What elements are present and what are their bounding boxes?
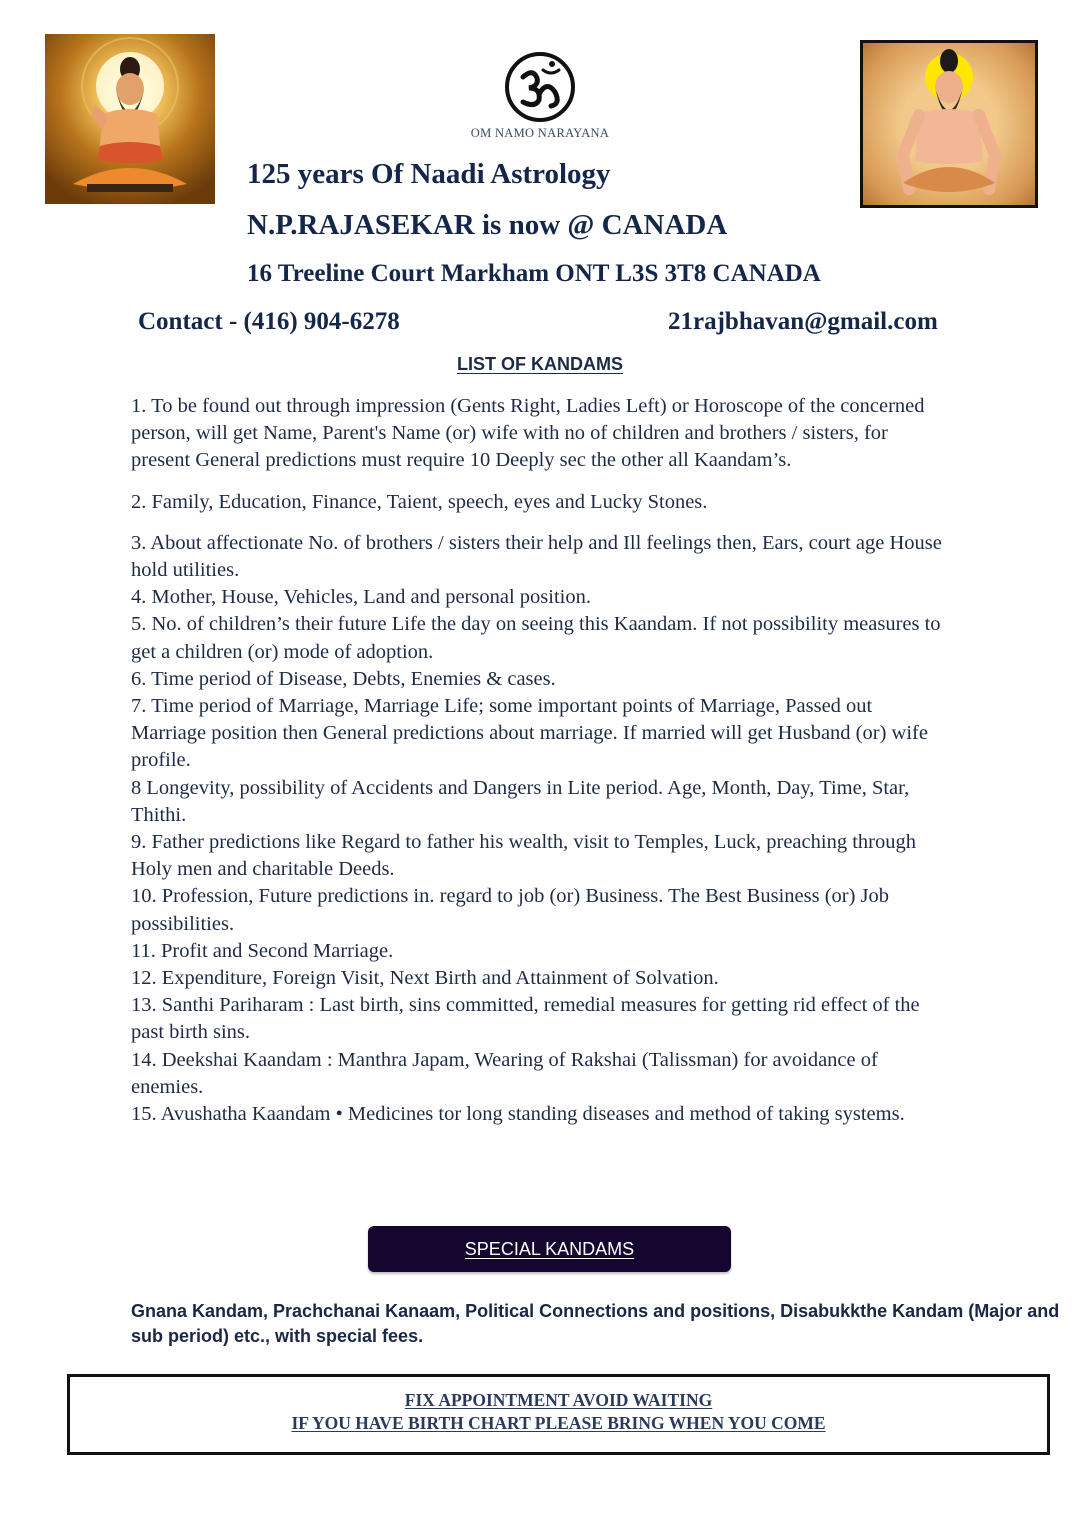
list-item: 9. Father predictions like Regard to father his wealth, visit to Temples, Luck, preaching through Holy men and charitable Deeds. <box>131 831 916 881</box>
list-item: 4. Mother, House, Vehicles, Land and personal position. <box>131 586 591 609</box>
list-heading <box>0 354 1080 375</box>
om-symbol-icon <box>503 50 577 124</box>
notice-line-2: IF YOU HAVE BIRTH CHART PLEASE BRING WHEN YOU COME <box>291 1413 826 1433</box>
logo-caption: OM NAMO NARAYANA <box>470 126 610 140</box>
page-title: 125 years Of Naadi Astrology <box>247 158 611 190</box>
page-subtitle: N.P.RAJASEKAR is now @ CANADA <box>247 209 728 241</box>
seated-sage-meditating-icon <box>860 40 1038 208</box>
contact-phone: Contact - (416) 904-6278 <box>138 308 400 335</box>
list-item: 7. Time period of Marriage, Marriage Life; some important points of Marriage, Passed out Marriage position then General predictions about marriage. If married will get Husband (or) wife profile. <box>131 695 928 772</box>
list-item: 11. Profit and Second Marriage. <box>131 939 394 962</box>
list-item: 10. Profession, Future predictions in. regard to job (or) Business. The Best Business (or) Job possibilities. <box>131 885 890 935</box>
notice-line-1: FIX APPOINTMENT AVOID WAITING <box>404 1390 713 1410</box>
list-item: 1. To be found out through impression (Gents Right, Ladies Left) or Horoscope of the concerned person, will get Name, Parent's Name (or) wife with no of children and brothers / sisters, for present General predictions must require 10 Deeply sec the other all Kaandam’s. <box>131 395 925 472</box>
seated-sage-blessing-icon <box>45 34 215 204</box>
special-kandams-label: SPECIAL KANDAMS <box>464 1238 635 1259</box>
list-heading-text: LIST OF KANDAMS <box>457 354 623 374</box>
list-item: 12. Expenditure, Foreign Visit, Next Birth and Attainment of Solvation. <box>131 967 719 990</box>
list-item: 3. About affectionate No. of brothers / sisters their help and Ill feelings then, Ears, court age House hold utilities. <box>131 531 942 582</box>
kandam-list <box>131 393 951 1128</box>
list-item: 8 Longevity, possibility of Accidents and Dangers in Lite period. Age, Month, Day, Time, Star, Thithi. <box>131 776 910 826</box>
list-item: 2. Family, Education, Finance, Taient, speech, eyes and Lucky Stones. <box>131 490 708 513</box>
list-item: 6. Time period of Disease, Debts, Enemies & cases. <box>131 667 556 690</box>
contact-email[interactable]: 21rajbhavan@gmail.com <box>668 308 938 335</box>
appointment-notice <box>67 1374 1050 1455</box>
special-kandams-button[interactable] <box>368 1226 731 1272</box>
list-item: 14. Deekshai Kaandam : Manthra Japam, Wearing of Rakshai (Talissman) for avoidance of enemies. <box>131 1048 878 1098</box>
special-kandams-description: Gnana Kandam, Prachchanai Kanaam, Political Connections and positions, Disabukkthe Kandam (Major and sub period) etc., with special fees. <box>131 1301 1060 1346</box>
address: 16 Treeline Court Markham ONT L3S 3T8 CANADA <box>247 260 821 287</box>
list-item: 5. No. of children’s their future Life the day on seeing this Kaandam. If not possibility measures to get a children (or) mode of adoption. <box>131 613 941 663</box>
list-item: 15. Avushatha Kaandam • Medicines tor long standing diseases and method of taking systems. <box>131 1103 905 1126</box>
list-item: 13. Santhi Pariharam : Last birth, sins committed, remedial measures for getting rid effect of the past birth sins. <box>131 994 920 1044</box>
